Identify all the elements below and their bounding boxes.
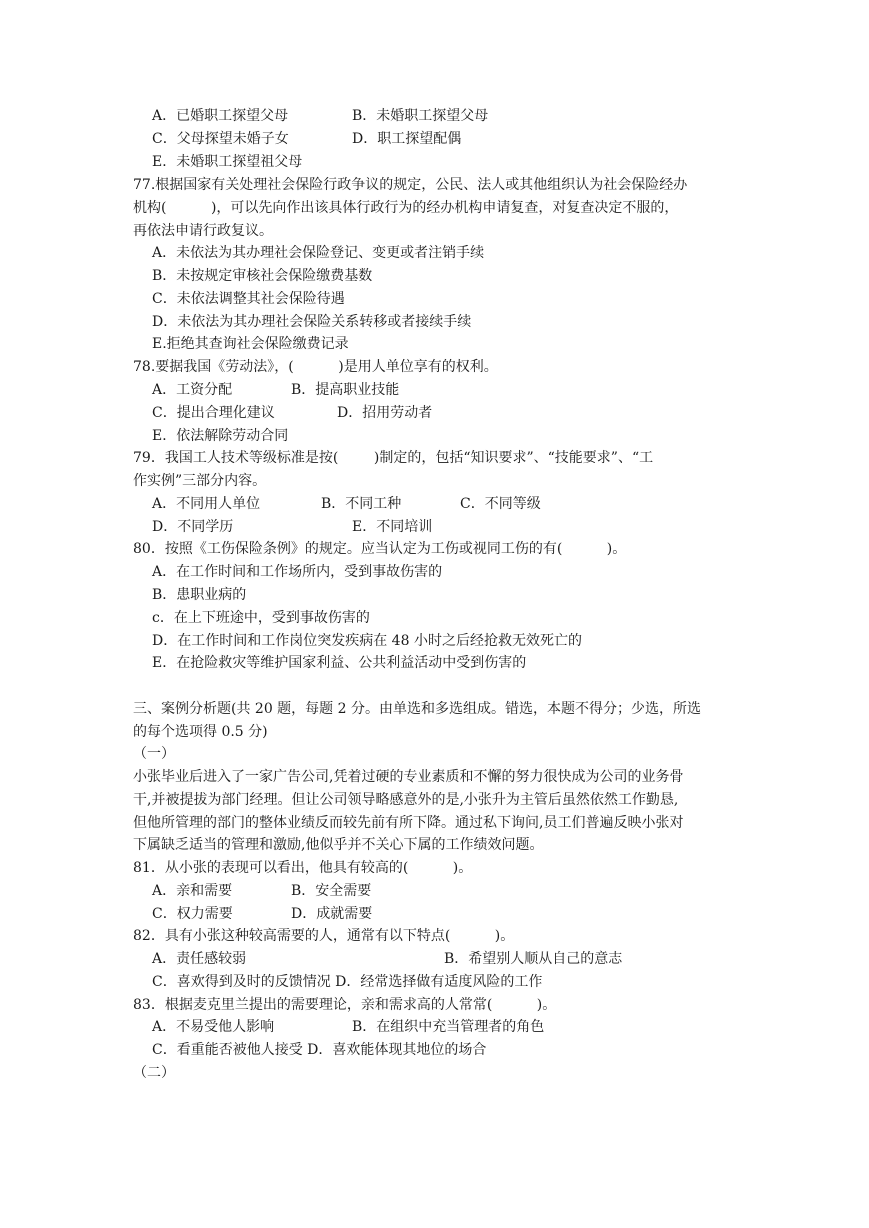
q78-option-c: C．提出合理化建议 — [152, 405, 275, 421]
q77-stem-line1: 77.根据国家有关处理社会保险行政争议的规定，公民、法人或其他组织认为社会保险经办 — [133, 177, 688, 193]
q77-option-b: B．未按规定审核社会保险缴费基数 — [152, 268, 373, 284]
q80-option-b: B．患职业病的 — [152, 587, 247, 603]
case1-paragraph-line3: 但他所管理的部门的整体业绩反而较先前有所下降。通过私下询问,员工们普遍反映小张对 — [133, 815, 684, 831]
q79-option-e: E．不同培训 — [352, 519, 433, 535]
q78-option-a: A．工资分配 — [152, 382, 233, 398]
q77-stem-line2: 机构( )，可以先向作出该具体行政行为的经办机构申请复查，对复查决定不服的， — [133, 200, 679, 216]
section3-heading-line2: 的每个选项得 0.5 分) — [133, 724, 268, 740]
q82-option-cd: C．喜欢得到及时的反馈情况 D．经常选择做有适度风险的工作 — [152, 974, 543, 990]
q78-option-b: B．提高职业技能 — [291, 382, 400, 398]
q83-option-a: A．不易受他人影响 — [152, 1019, 275, 1035]
q82-option-a: A．责任感较弱 — [152, 951, 247, 967]
q78-stem: 78.要据我国《劳动法》，( )是用人单位享有的权利。 — [133, 359, 498, 375]
q76-option-d: D．职工探望配偶 — [352, 131, 462, 147]
q79-option-d: D．不同学历 — [152, 519, 234, 535]
case1-paragraph-line2: 干,并被提拔为部门经理。但让公司领导略感意外的是,小张升为主管后虽然依然工作勤恳, — [133, 792, 679, 808]
q76-option-e: E．未婚职工探望祖父母 — [152, 154, 303, 170]
q77-option-a: A．未依法为其办理社会保险登记、变更或者注销手续 — [152, 245, 485, 261]
q76-option-b: B．未婚职工探望父母 — [352, 108, 489, 124]
q81-option-c: C．权力需要 — [152, 906, 233, 922]
q82-stem: 82．具有小张这种较高需要的人，通常有以下特点( )。 — [133, 928, 515, 944]
q78-option-e: E．依法解除劳动合同 — [152, 428, 289, 444]
case1-paragraph-line4: 下属缺乏适当的管理和激励,他似乎并不关心下属的工作绩效问题。 — [133, 837, 544, 853]
q80-option-c: c．在上下班途中，受到事故伤害的 — [152, 610, 370, 626]
case1-paragraph-line1: 小张毕业后进入了一家广告公司,凭着过硬的专业素质和不懈的努力很快成为公司的业务骨 — [133, 769, 684, 785]
case1-label: （一） — [133, 746, 175, 762]
q80-option-d: D．在工作时间和工作岗位突发疾病在 48 小时之后经抢救无效死亡的 — [152, 633, 582, 649]
section3-heading-line1: 三、案例分析题(共 20 题，每题 2 分。由单选和多选组成。错选，本题不得分；少选，所选 — [133, 701, 701, 717]
q77-option-e: E.拒绝其查询社会保险缴费记录 — [152, 336, 349, 352]
q80-stem: 80．按照《工伤保险条例》的规定。应当认定为工伤或视同工伤的有( )。 — [133, 541, 627, 557]
q79-option-b: B．不同工种 — [321, 496, 402, 512]
q80-option-a: A．在工作时间和工作场所内，受到事故伤害的 — [152, 564, 443, 580]
q76-option-a: A．已婚职工探望父母 — [152, 108, 289, 124]
q83-option-b: B．在组织中充当管理者的角色 — [352, 1019, 545, 1035]
q76-option-c: C．父母探望未婚子女 — [152, 131, 289, 147]
q81-option-d: D．成就需要 — [291, 906, 373, 922]
q80-option-e: E．在抢险救灾等维护国家利益、公共利益活动中受到伤害的 — [152, 655, 527, 671]
q79-stem-line2: 作实例”三部分内容。 — [133, 473, 267, 489]
q77-option-c: C．未依法调整其社会保险待遇 — [152, 291, 345, 307]
q82-option-b: B．希望别人顺从自己的意志 — [444, 951, 623, 967]
q78-option-d: D．招用劳动者 — [337, 405, 433, 421]
q77-option-d: D．未依法为其办理社会保险关系转移或者接续手续 — [152, 314, 472, 330]
q79-stem-line1: 79．我国工人技术等级标准是按( )制定的，包括“知识要求”、“技能要求”、“工 — [133, 450, 654, 466]
q83-stem: 83．根据麦克里兰提出的需要理论，亲和需求高的人常常( )。 — [133, 997, 557, 1013]
q77-stem-line3: 再依法申请行政复议。 — [133, 223, 273, 239]
q83-option-cd: C．看重能否被他人接受 D．喜欢能体现其地位的场合 — [152, 1042, 487, 1058]
q79-option-a: A．不同用人单位 — [152, 496, 261, 512]
q81-stem: 81．从小张的表现可以看出，他具有较高的( )。 — [133, 860, 473, 876]
case2-label: （二） — [133, 1065, 175, 1081]
q81-option-b: B．安全需要 — [291, 883, 372, 899]
q81-option-a: A．亲和需要 — [152, 883, 233, 899]
q79-option-c: C．不同等级 — [460, 496, 541, 512]
